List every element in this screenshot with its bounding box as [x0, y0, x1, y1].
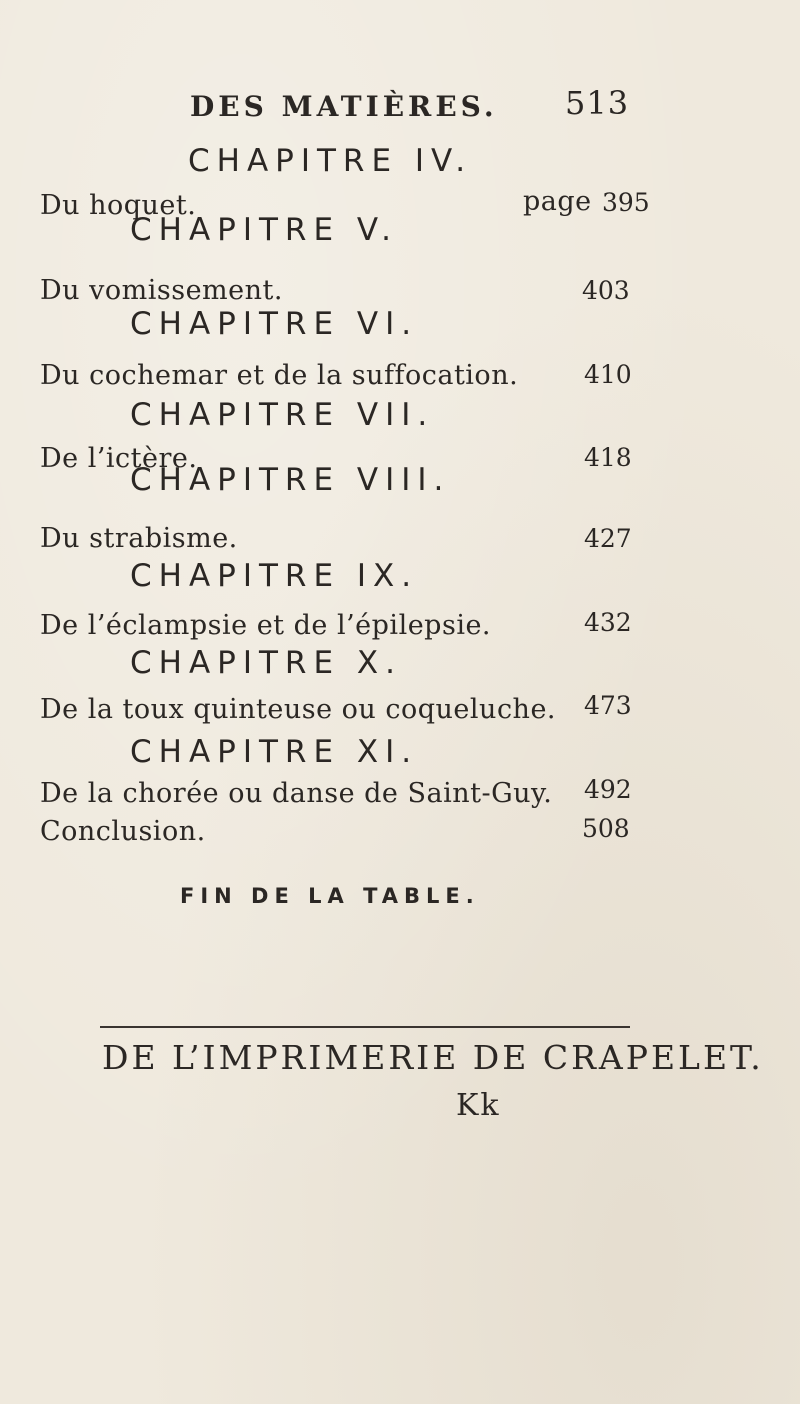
printer-imprint: DE L’IMPRIMERIE DE CRAPELET. — [102, 1038, 764, 1077]
toc-entry-title: De la chorée ou danse de Saint-Guy. — [40, 778, 553, 809]
chapter-heading: CHAPITRE VII. — [130, 397, 435, 433]
toc-entry-title: De l’éclampsie et de l’épilepsie. — [40, 610, 492, 641]
toc-entry-title: Du strabisme. — [40, 523, 238, 554]
chapter-heading: CHAPITRE IV. — [188, 143, 473, 179]
toc-page-number: 508 — [582, 814, 630, 843]
chapter-heading: CHAPITRE VIII. — [130, 462, 451, 498]
signature-mark: Kk — [456, 1088, 501, 1123]
toc-entry-conclusion: Conclusion. — [40, 816, 206, 847]
toc-entry-title: Du hoquet. — [40, 190, 197, 221]
toc-page-number: 395 — [602, 188, 650, 217]
toc-page-number: 410 — [584, 360, 632, 389]
running-header-title: DES MATIÈRES. — [190, 90, 498, 123]
toc-page-number: 473 — [584, 691, 632, 720]
divider-rule — [100, 1026, 630, 1028]
chapter-heading: CHAPITRE V. — [130, 212, 398, 248]
toc-page-prefix: page — [523, 186, 592, 217]
toc-page-number: 432 — [584, 608, 632, 637]
chapter-heading: CHAPITRE XI. — [130, 734, 419, 770]
toc-page-number: 492 — [584, 775, 632, 804]
toc-page-number: 403 — [582, 276, 630, 305]
toc-entry-title: De la toux quinteuse ou coqueluche. — [40, 694, 557, 725]
toc-page-number: 427 — [584, 524, 632, 553]
toc-entry-title: Du vomissement. — [40, 275, 283, 306]
chapter-heading: CHAPITRE IX. — [130, 558, 419, 594]
end-of-table-note: FIN DE LA TABLE. — [180, 884, 480, 908]
toc-page-number: 418 — [584, 443, 632, 472]
chapter-heading: CHAPITRE VI. — [130, 306, 419, 342]
toc-entry-title: Du cochemar et de la suffocation. — [40, 360, 519, 391]
running-header-page-number: 513 — [565, 84, 630, 122]
toc-entry-title: De l’ictère. — [40, 443, 198, 474]
chapter-heading: CHAPITRE X. — [130, 645, 403, 681]
